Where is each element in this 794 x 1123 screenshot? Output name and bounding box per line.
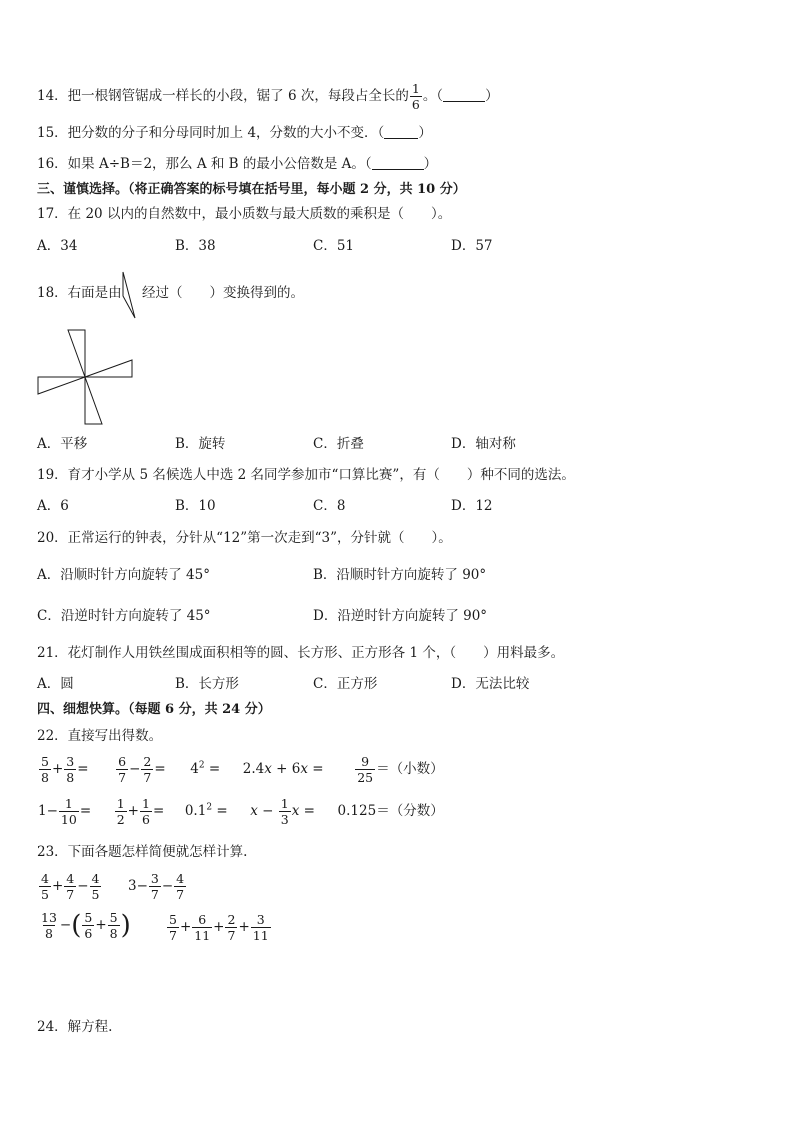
section-3-heading: 三、谨慎选择。（将正确答案的标号填在括号里，每小题 2 分，共 10 分） bbox=[37, 182, 466, 197]
q17-option-b[interactable]: B．38 bbox=[175, 238, 216, 254]
q22-row-1: $\frac{5}{8}$ + $\frac{3}{8}$ = $\frac{6}{7}$ − $\frac{2}{7}$ = $4^2 = 2.4x + 6x$ = $\frac{9}{25}$ ＝（小数） bbox=[41, 754, 444, 786]
q21-option-c[interactable]: C．正方形 bbox=[313, 676, 378, 692]
question-23-stem: 23．下面各题怎样简便就怎样计算. bbox=[37, 844, 248, 860]
q18-option-b[interactable]: B．旋转 bbox=[175, 436, 226, 452]
q20-option-c[interactable]: C．沿逆时针方向旋转了 45° bbox=[37, 608, 211, 624]
question-15: 15．把分数的分子和分母同时加上 4，分数的大小不变．（ ） bbox=[37, 125, 432, 141]
question-19-stem: 19．育才小学从 5 名候选人中选 2 名同学参加市“口算比赛”，有（ ）种不同的选法。 bbox=[37, 467, 575, 483]
q18-option-d[interactable]: D．轴对称 bbox=[451, 436, 516, 452]
q20-option-b[interactable]: B．沿顺时针方向旋转了 90° bbox=[313, 567, 487, 583]
question-22-stem: 22．直接写出得数。 bbox=[37, 728, 163, 744]
question-17-stem: 17．在 20 以内的自然数中，最小质数与最大质数的乘积是（ ）。 bbox=[37, 206, 452, 222]
q23-expression-3: $\frac{13}{8}$ −( $\frac{5}{6}$ + $\frac{5}{8}$ ) bbox=[41, 910, 131, 942]
question-24-stem: 24．解方程. bbox=[37, 1019, 113, 1035]
q23-expression-2: 3− $\frac{3}{7}$ − $\frac{4}{7}$ bbox=[128, 871, 185, 903]
q19-option-d[interactable]: D．12 bbox=[451, 498, 493, 514]
question-18-stem-a: 18．右面是由 bbox=[37, 285, 122, 301]
q22-decimal-note: ＝（小数） bbox=[376, 761, 444, 778]
q16-answer-blank[interactable] bbox=[372, 157, 424, 170]
q18-option-c[interactable]: C．折叠 bbox=[313, 436, 364, 452]
question-18-stem-b: 经过（ ）变换得到的。 bbox=[142, 285, 304, 301]
q22-row-2: 1− $\frac{1}{10}$ = $\frac{1}{2}$ + $\frac{1}{6}$ = $0.1^2 = x$ − $\frac{1}{3}$ x = 0.125＝（分数） bbox=[38, 796, 444, 828]
q19-option-b[interactable]: B．10 bbox=[175, 498, 216, 514]
rotated-triangles-figure bbox=[36, 328, 136, 426]
q14-answer-blank[interactable] bbox=[443, 89, 485, 102]
q17-option-c[interactable]: C．51 bbox=[313, 238, 355, 254]
q17-option-d[interactable]: D．57 bbox=[451, 238, 493, 254]
question-16: 16．如果 A÷B＝2，那么 A 和 B 的最小公倍数是 A。（ ） bbox=[37, 156, 438, 172]
q23-expression-1: $\frac{4}{5}$ + $\frac{4}{7}$ − $\frac{4}{5}$ bbox=[41, 871, 100, 903]
q17-option-a[interactable]: A．34 bbox=[37, 238, 78, 254]
q19-option-a[interactable]: A．6 bbox=[37, 498, 69, 514]
q20-option-d[interactable]: D．沿逆时针方向旋转了 90° bbox=[313, 608, 488, 624]
q18-option-a[interactable]: A．平移 bbox=[37, 436, 88, 452]
q21-option-a[interactable]: A．圆 bbox=[37, 676, 74, 692]
q14-text: 14．把一根钢管锯成一样长的小段，锯了 6 次，每段占全长的 bbox=[37, 88, 409, 105]
q20-option-a[interactable]: A．沿顺时针方向旋转了 45° bbox=[37, 567, 210, 583]
triangle-icon bbox=[121, 270, 137, 320]
q15-answer-blank[interactable] bbox=[384, 126, 418, 139]
section-4-heading: 四、细想快算。（每题 6 分，共 24 分） bbox=[37, 702, 271, 717]
q23-expression-4: $\frac{5}{7}$ + $\frac{6}{11}$ + $\frac{2}{7}$ + $\frac{3}{11}$ bbox=[169, 912, 269, 944]
question-21-stem: 21．花灯制作人用铁丝围成面积相等的圆、长方形、正方形各 1 个，（ ）用料最多。 bbox=[37, 645, 565, 661]
q19-option-c[interactable]: C．8 bbox=[313, 498, 346, 514]
q14-fraction: $\frac{1}{6}$ bbox=[411, 81, 420, 113]
q21-option-d[interactable]: D．无法比较 bbox=[451, 676, 530, 692]
question-14: 14．把一根钢管锯成一样长的小段，锯了 6 次，每段占全长的 $\frac{1}{6}$ 。（ ） bbox=[37, 81, 499, 113]
q22-fraction-note: ＝（分数） bbox=[376, 803, 444, 820]
question-20-stem: 20．正常运行的钟表，分针从“12”第一次走到“3”，分针就（ ）。 bbox=[37, 530, 452, 546]
q21-option-b[interactable]: B．长方形 bbox=[175, 676, 239, 692]
